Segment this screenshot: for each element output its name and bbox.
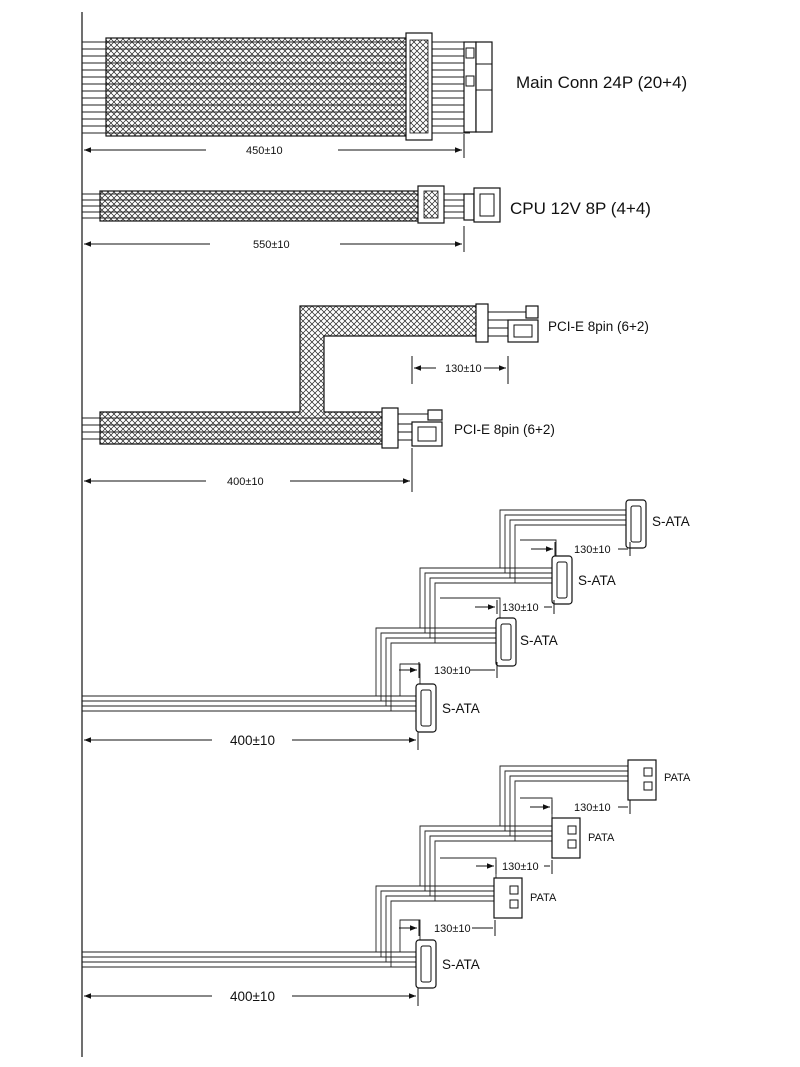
pata-spacing-label-1: 130±10 [574, 802, 611, 814]
sata-label-4: S-ATA [442, 701, 480, 716]
sata-label-1: S-ATA [652, 514, 690, 529]
cpu-dimension [84, 226, 464, 252]
pcie-cable [82, 304, 649, 448]
pata-spacing-dimension-2 [476, 860, 552, 874]
pata-length-dimension [84, 988, 418, 1006]
sata-spacing-label-2: 130±10 [502, 602, 539, 614]
pata-chain-sata-connector [416, 940, 436, 988]
main-24p-connector [464, 42, 492, 132]
cpu-cable [82, 186, 500, 223]
pata-connector-2 [552, 818, 580, 858]
pata-spacing-dimension-3 [399, 920, 495, 936]
pata-spacing-label-2: 130±10 [502, 861, 539, 873]
pcie-top-connector [488, 306, 538, 342]
main-sleeve [106, 38, 408, 136]
sata-spacing-label-3: 130±10 [434, 665, 471, 677]
pcie-top-label: PCI-E 8pin (6+2) [548, 319, 649, 334]
sata-spacing-dimension-1 [531, 542, 630, 556]
pata-spacing-dimension-1 [530, 800, 630, 814]
pata-connector-3 [494, 878, 522, 918]
sata-spacing-label-1: 130±10 [574, 544, 611, 556]
pcie-bottom-clamp [382, 408, 398, 448]
sata-length-label: 400±10 [230, 733, 275, 748]
sata-length-dimension [84, 732, 418, 750]
cpu-conn-label: CPU 12V 8P (4+4) [510, 199, 651, 218]
sata-spacing-dimension-2 [475, 600, 554, 614]
pcie-bottom-label: PCI-E 8pin (6+2) [454, 422, 555, 437]
sata-connector-1 [626, 500, 646, 548]
main-conn-label: Main Conn 24P (20+4) [516, 73, 688, 92]
main-length-label: 450±10 [246, 145, 283, 157]
sata-label-3: S-ATA [520, 633, 558, 648]
cpu-8p-connector [464, 188, 500, 222]
pcie-length-label: 400±10 [227, 476, 264, 488]
sata-cable [82, 500, 646, 732]
pcie-spacing-dimension [412, 356, 508, 384]
cpu-sleeve [100, 191, 420, 221]
pata-label-1: PATA [664, 772, 691, 784]
pcie-spacing-label: 130±10 [445, 363, 482, 375]
sata-connector-3 [496, 618, 516, 666]
pata-connector-1 [628, 760, 656, 800]
pata-chain-sata-label: S-ATA [442, 957, 480, 972]
pata-length-label: 400±10 [230, 989, 275, 1004]
pcie-top-clamp [476, 304, 488, 342]
pata-spacing-label-3: 130±10 [434, 923, 471, 935]
sata-label-2: S-ATA [578, 573, 616, 588]
pcie-bottom-connector [398, 410, 442, 446]
cpu-length-label: 550±10 [253, 239, 290, 251]
sata-connector-2 [552, 556, 572, 604]
pata-label-3: PATA [530, 892, 557, 904]
main-conn-cable [82, 33, 492, 140]
pata-label-2: PATA [588, 832, 615, 844]
pcie-length-dimension [84, 448, 412, 492]
pata-cable [82, 760, 656, 988]
sata-connector-4 [416, 684, 436, 732]
